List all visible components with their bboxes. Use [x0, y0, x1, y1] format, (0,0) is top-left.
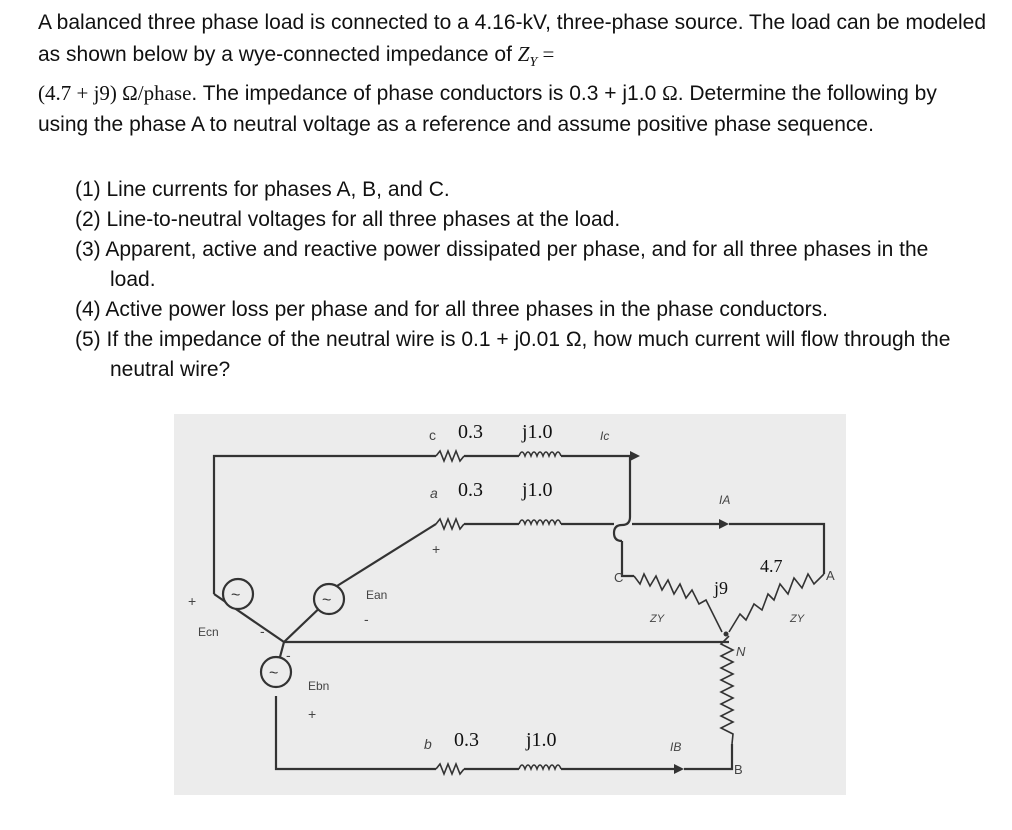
- label-ecn: Ecn: [198, 625, 219, 639]
- node-n: N: [736, 644, 746, 659]
- source-ecn: [223, 579, 253, 609]
- circuit-svg: [174, 414, 846, 795]
- minus-ebn: -: [286, 647, 291, 663]
- minus-ecn: -: [260, 623, 265, 639]
- zy-a-label: ZY: [790, 613, 805, 625]
- zy-value: (4.7 + j9) Ω/phase: [38, 81, 192, 106]
- label-b: b: [424, 736, 432, 752]
- question-item: (3) Apparent, active and reactive power dissipated per phase, and for all three phases in the load.: [75, 238, 929, 291]
- line-b-wire: [276, 696, 732, 774]
- line-b-resistance: 0.3: [454, 729, 479, 751]
- circuit-diagram: [174, 414, 846, 795]
- ebn-tilde: ~: [269, 665, 279, 682]
- plus-ebn: +: [308, 706, 317, 722]
- minus-ean: -: [364, 611, 369, 627]
- problem-intro-2: . The impedance of phase conductors is 0.3 + j1.0: [191, 82, 663, 106]
- problem-intro-1: A balanced three phase load is connected to a 4.16-kV, three-phase source. The load can be modeled as shown below by a wye-connected impedance of: [38, 11, 986, 66]
- question-list: [75, 175, 975, 385]
- line-c-wire: [214, 451, 640, 594]
- question-item: (5) If the impedance of the neutral wire is 0.1 + j0.01 Ω, how much current will flow through the neutral wire?: [75, 328, 951, 381]
- plus-ecn: +: [188, 593, 197, 609]
- plus-a: +: [432, 541, 441, 557]
- line-c-reactance: j1.0: [522, 421, 553, 443]
- load-reactance: j9: [714, 578, 729, 598]
- load-resistance: 4.7: [760, 556, 783, 576]
- question-item: (4) Active power loss per phase and for all three phases in the phase conductors.: [75, 298, 828, 321]
- line-a-reactance: j1.0: [522, 479, 553, 501]
- question-item: (1) Line currents for phases A, B, and C.: [75, 178, 450, 201]
- source-ean: [314, 584, 344, 614]
- node-b: B: [734, 762, 743, 777]
- zy-subscript: Y: [529, 54, 538, 70]
- zy-symbol: Z: [517, 41, 530, 66]
- line-a-resistance: 0.3: [458, 479, 483, 501]
- neutral-wire: [214, 594, 729, 672]
- current-ia: IA: [719, 493, 731, 507]
- node-a: A: [826, 568, 835, 583]
- ecn-tilde: ~: [231, 587, 241, 604]
- label-a: a: [430, 485, 438, 501]
- equals-sign: =: [537, 41, 555, 66]
- ean-tilde: ~: [322, 592, 332, 609]
- load-wye: [634, 574, 824, 744]
- current-ic: Ic: [600, 429, 610, 443]
- zy-c-label: ZY: [650, 613, 665, 625]
- problem-statement: [38, 8, 988, 140]
- line-c-resistance: 0.3: [458, 421, 483, 443]
- label-c: c: [429, 427, 436, 443]
- label-ean: Ean: [366, 588, 388, 602]
- node-c: C: [614, 570, 624, 585]
- problem-intro-3: . Determine the following by using the phase A to neutral voltage as a reference and assume positive phase sequence.: [38, 82, 937, 136]
- current-ib: IB: [670, 740, 682, 754]
- line-b-reactance: j1.0: [526, 729, 557, 751]
- ohm-symbol: Ω: [662, 81, 678, 106]
- question-item: (2) Line-to-neutral voltages for all three phases at the load.: [75, 208, 621, 231]
- line-a-wire: [329, 519, 824, 591]
- label-ebn: Ebn: [308, 679, 330, 693]
